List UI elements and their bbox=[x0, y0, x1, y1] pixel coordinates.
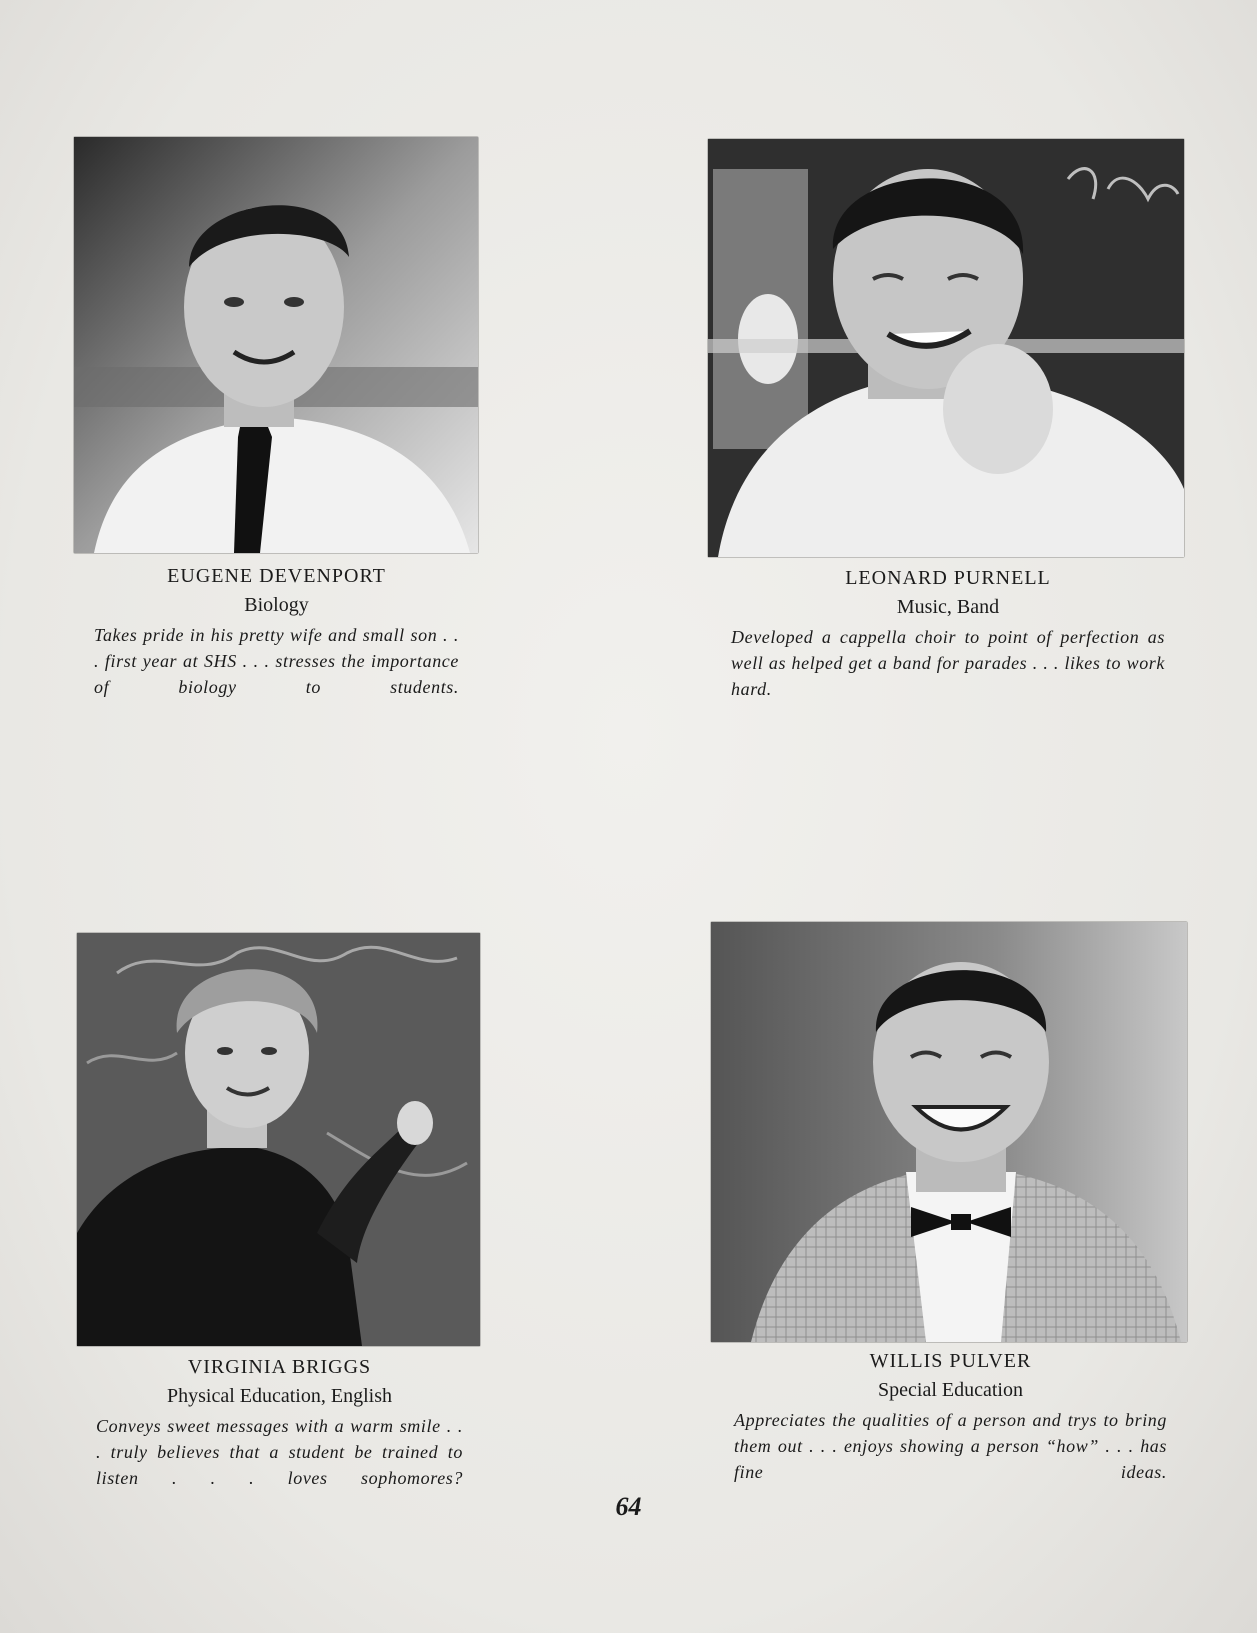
teacher-subject: Biology bbox=[244, 594, 309, 616]
teacher-caption-devenport bbox=[94, 562, 459, 700]
teacher-subject: Physical Education, English bbox=[167, 1385, 392, 1407]
teacher-name: WILLIS PULVER bbox=[869, 1350, 1032, 1372]
teacher-name: EUGENE DEVENPORT bbox=[167, 565, 386, 587]
teacher-description: Developed a cappella choir to point of perfection as well as helped get a band for parades . . . likes to work hard. bbox=[731, 627, 1165, 699]
teacher-description: Appreciates the qualities of a person and trys to bring them out . . . enjoys showing a person “how” . . . has fine ideas. bbox=[734, 1410, 1167, 1482]
teacher-description: Takes pride in his pretty wife and small son . . . first year at SHS . . . stresses the importance of biology to students. bbox=[94, 625, 459, 697]
teacher-photo-devenport bbox=[74, 137, 478, 553]
teacher-photo-briggs bbox=[77, 933, 480, 1346]
teacher-description: Conveys sweet messages with a warm smile . . . truly believes that a student be trained to listen . . . loves sophomores? bbox=[96, 1416, 463, 1488]
teacher-caption-purnell bbox=[731, 564, 1165, 702]
teacher-name: VIRGINIA BRIGGS bbox=[187, 1356, 372, 1378]
teacher-name: LEONARD PURNELL bbox=[845, 567, 1051, 589]
teacher-caption-pulver bbox=[734, 1347, 1167, 1485]
teacher-caption-briggs bbox=[96, 1353, 463, 1491]
teacher-subject: Music, Band bbox=[896, 596, 1000, 618]
teacher-photo-purnell bbox=[708, 139, 1184, 557]
teacher-photo-pulver bbox=[711, 922, 1187, 1342]
teacher-subject: Special Education bbox=[878, 1379, 1023, 1401]
page-number: 64 bbox=[615, 1492, 642, 1521]
